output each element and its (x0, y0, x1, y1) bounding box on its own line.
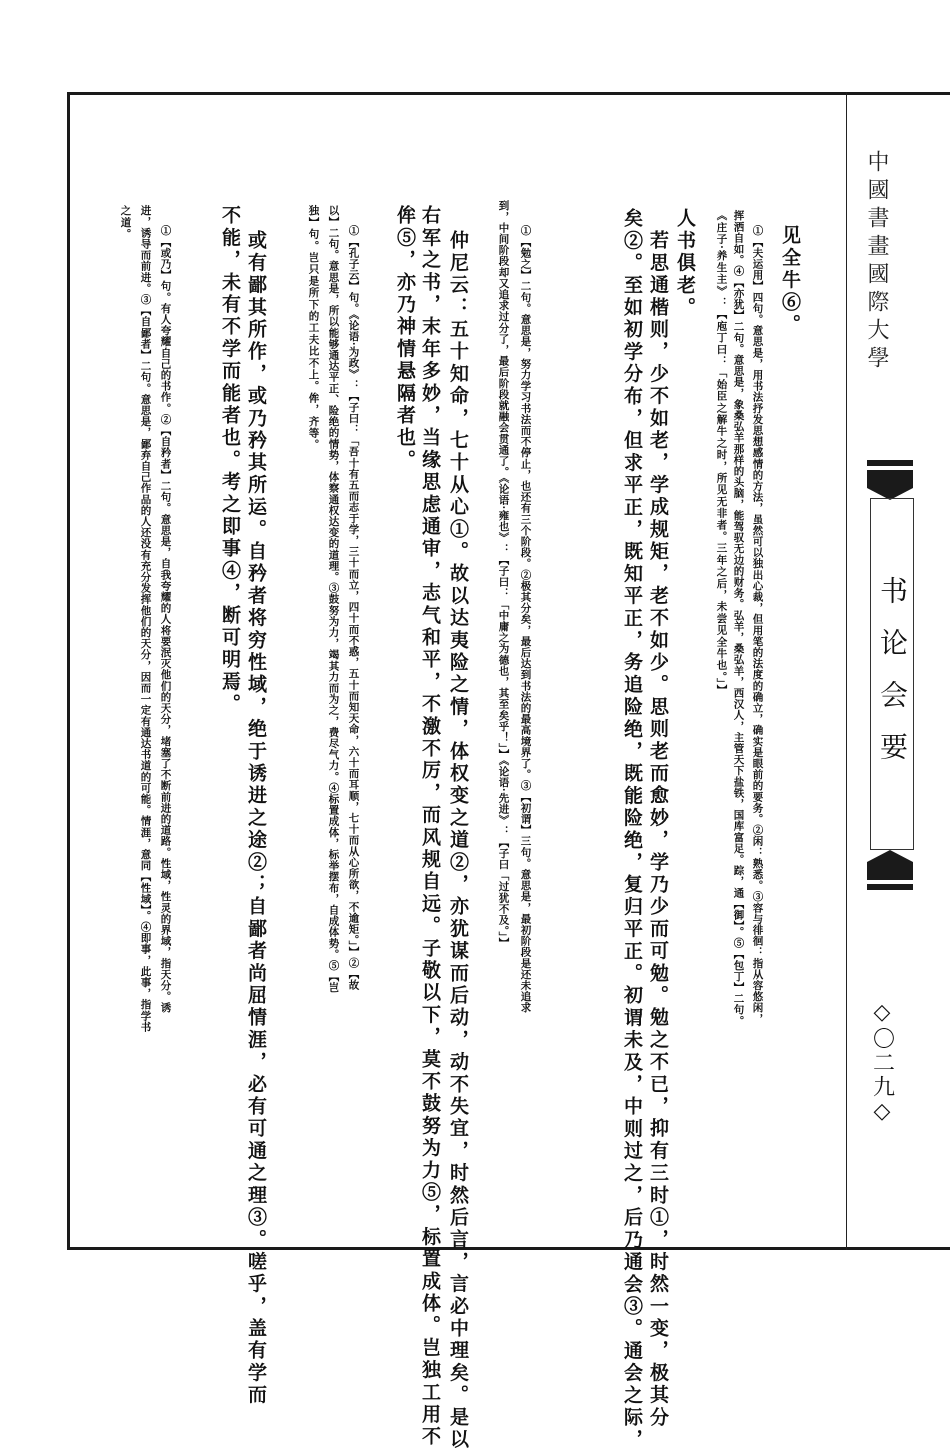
cartouche-bottom-ornament (867, 850, 913, 890)
page-number: ◇〇二九◇ (869, 1000, 895, 1126)
main-text-column: 侔⑤，亦乃神情悬隔者也。 (394, 205, 416, 472)
main-text-column: 人书俱老。 (674, 208, 696, 319)
annotation-column: ①【或乃】句。有人夸耀自己的书作。②【自矜者】二句。意思是，自我夸耀的人将要泯灭他们的天分，堵塞了不断前进的道路。性域，性灵的界域，指天分。诱 (159, 225, 172, 1014)
annotation-column: 《庄子·养生主》：【庖丁曰：「始臣之解牛之时，所见无非者。三年之后，未尝见全牛也。」】 (715, 210, 728, 696)
margin-rule (846, 92, 847, 1250)
main-text-column: 仲尼云：五十知命，七十从心①。故以达夷险之情，体权变之道②，亦犹谋而后动，动不失宜，时然后言，言必中理矣。是以 (447, 230, 469, 1451)
main-text-column: 若思通楷则，少不如老，学成规矩，老不如少。思则老而愈妙，学乃少而可勉。勉之不已，抑有三时①，时然一变，极其分 (647, 230, 669, 1429)
annotation-column: 独】句。岂只是所下的工夫比不上。侔，齐等。 (307, 205, 320, 451)
annotation-column: 到，中间阶段却又追求过分了，最后阶段就融会贯通了。《论语·雍也》：【子曰：「中庸之为德也，其至矣乎！」】《论语·先进》：【子曰「过犹不及。」】 (497, 200, 510, 949)
main-text-column: 见全牛⑥。 (779, 225, 801, 336)
annotation-column: 进，诱导而前进。③【自鄙者】二句。意思是，鄙弃自己作品的人还没有充分发挥他们的天分，因而一定有通达书道的可能。情涯，意同【性域】。④即事，此事，指学书 (139, 205, 152, 1033)
annotation-column: 之道。 (119, 205, 132, 241)
university-name: 中國書畫國際大學 (864, 150, 889, 374)
annotation-column: ①【夫运用】四句。意思是，用书法抒发思想感情的方法，虽然可以独出心裁，但用笔的法度的确立，确实是眼前的要务。②闲：熟悉。③容与徘徊：指从容悠闲， (751, 225, 764, 1025)
main-text-column: 或有鄙其所作，或乃矜其所运。自矜者将穷性域，绝于诱进之途②；自鄙者尚屈情涯，必有可通之理③。嗟乎，盖有学而 (245, 230, 267, 1407)
annotation-column: 以】二句。意思是，所以能够通达平正、险绝的情势，体察通权达变的道理。③鼓努为力，竭其力而为之，费尽气力。④标置成体，标举摆布，自成体势。⑤【岂 (327, 205, 340, 994)
cartouche-top-ornament (867, 460, 913, 500)
main-text-column: 不能，未有不学而能者也。考之即事④，断可明焉。 (219, 205, 241, 716)
main-text-column: 右军之书，末年多妙，当缘思虑通审，志气和平，不激不厉，而风规自远。子敬以下，莫不鼓努为力⑤，标置成体。岂独工用不 (419, 205, 441, 1449)
annotation-column: ①【孔子云】句。《论语·为政》：【子曰：「吾十有五而志于学，三十而立，四十而不惑，五十而知天命，六十而耳顺，七十而从心所欲，不逾矩。」】②【故 (347, 225, 360, 991)
main-text-column: 矣②。至如初学分布，但求平正，既知平正，务追险绝，既能险绝，复归平正。初谓未及，中则过之，后乃通会③。通会之际， (621, 208, 643, 1451)
annotation-column: 挥洒自如。④【亦犹】二句。意思是，象桑弘羊那样的头脑，能驾驭无边的财务。弘羊，桑弘羊，西汉人，主管天下盐铁，国库富足。踪，通【御】。⑤【包丁】二句。 (732, 210, 745, 1027)
annotation-column: ①【勉之】二句。意思是，努力学习书法而不停止，也还有三个阶段。②极其分矣，最后达到书法的最高境界了。③【初谓】三句。意思是，最初阶段是还未追求 (519, 225, 532, 1014)
book-title: 书论会要 (876, 576, 909, 784)
